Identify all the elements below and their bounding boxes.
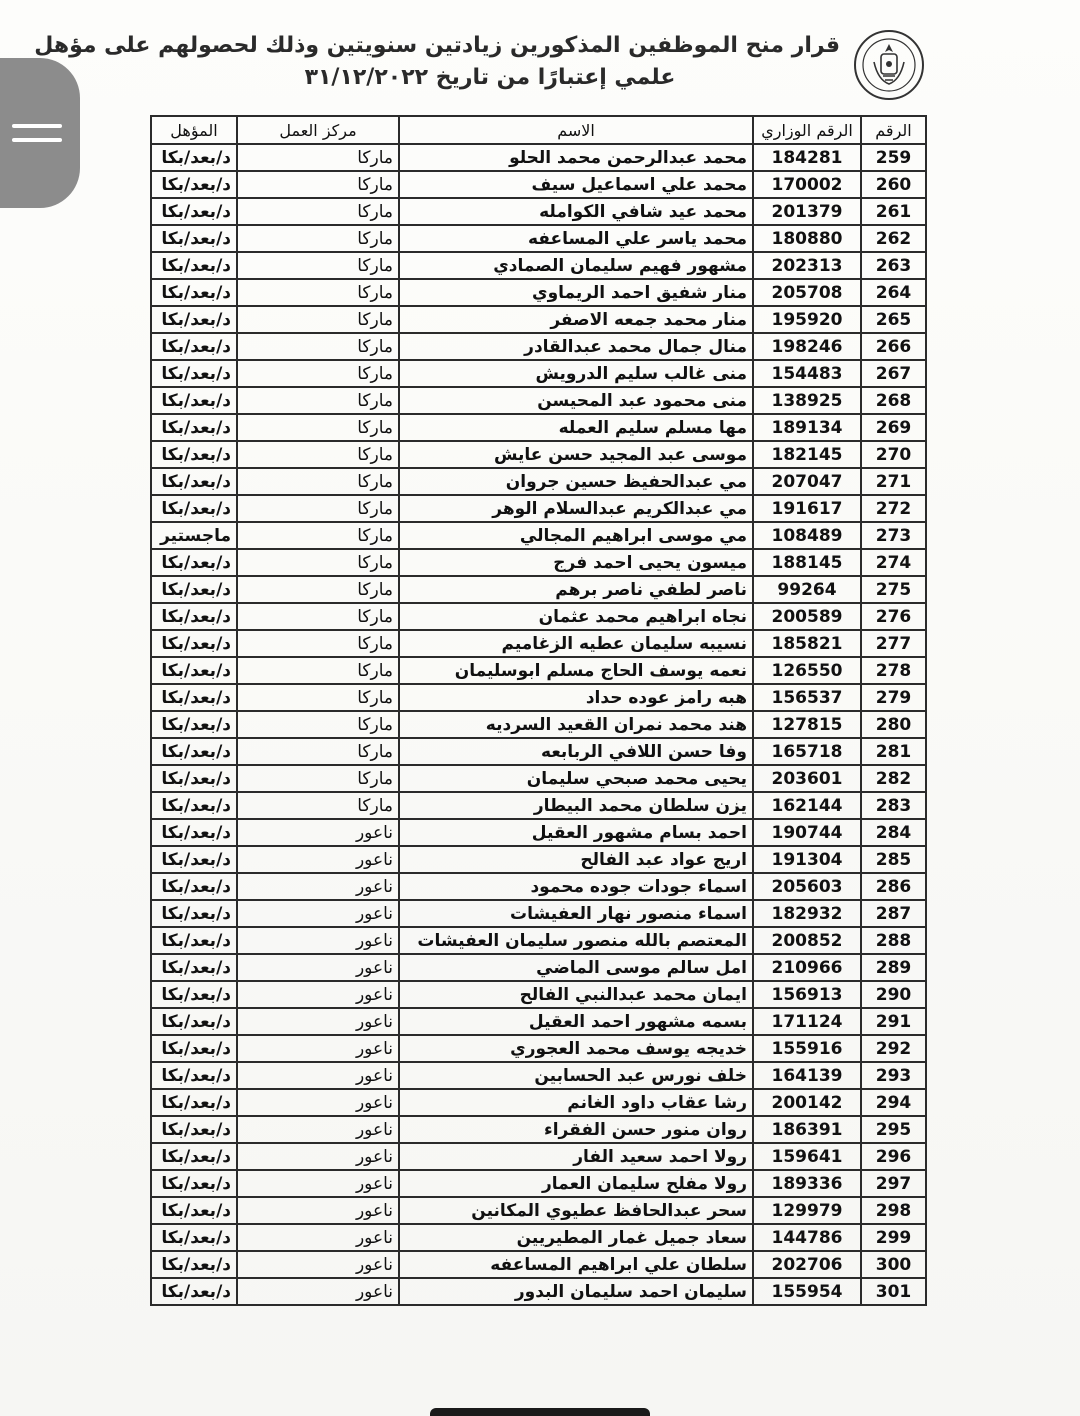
table-row — [151, 657, 926, 684]
work-center-cell: ماركا — [237, 657, 399, 684]
ministerial-id-cell: 188145 — [753, 549, 861, 576]
table-row — [151, 171, 926, 198]
table-row — [151, 873, 926, 900]
row-number-cell: 284 — [861, 819, 926, 846]
qualification-cell: د/بعد/بكا — [151, 927, 237, 954]
qualification-cell: د/بعد/بكا — [151, 1143, 237, 1170]
ministerial-id-cell: 200142 — [753, 1089, 861, 1116]
work-center-cell: ماركا — [237, 333, 399, 360]
table-row — [151, 846, 926, 873]
employee-name-cell: يحيى محمد صبحي سليمان — [399, 765, 753, 792]
employee-name-cell: رشا عقاب داود الغانم — [399, 1089, 753, 1116]
ministerial-id-cell: 190744 — [753, 819, 861, 846]
employee-name-cell: هبه رامز عوده حداد — [399, 684, 753, 711]
employee-name-cell: مي موسى ابراهيم المجالي — [399, 522, 753, 549]
work-center-cell: ناعور — [237, 1170, 399, 1197]
work-center-cell: ماركا — [237, 414, 399, 441]
table-row — [151, 765, 926, 792]
work-center-cell: ناعور — [237, 1008, 399, 1035]
qualification-cell: د/بعد/بكا — [151, 252, 237, 279]
employees-table — [150, 115, 927, 1306]
employee-name-cell: سليمان احمد سليمان البدور — [399, 1278, 753, 1305]
employee-name-cell: سحر عبدالحافظ عطيوي المكانين — [399, 1197, 753, 1224]
ministerial-id-cell: 162144 — [753, 792, 861, 819]
qualification-cell: د/بعد/بكا — [151, 1062, 237, 1089]
ministerial-id-cell: 156913 — [753, 981, 861, 1008]
ministerial-id-cell: 126550 — [753, 657, 861, 684]
employee-name-cell: مي عبدالحفيظ حسين جروان — [399, 468, 753, 495]
qualification-cell: د/بعد/بكا — [151, 1224, 237, 1251]
row-number-cell: 280 — [861, 711, 926, 738]
row-number-cell: 262 — [861, 225, 926, 252]
work-center-cell: ماركا — [237, 792, 399, 819]
row-number-cell: 290 — [861, 981, 926, 1008]
qualification-cell: د/بعد/بكا — [151, 1035, 237, 1062]
row-number-cell: 279 — [861, 684, 926, 711]
work-center-cell: ناعور — [237, 1116, 399, 1143]
ministry-emblem-icon — [852, 28, 926, 102]
ministerial-id-cell: 210966 — [753, 954, 861, 981]
table-row — [151, 414, 926, 441]
employee-name-cell: خلف نورس عبد الحسابين — [399, 1062, 753, 1089]
employee-name-cell: مها مسلم سليم العمله — [399, 414, 753, 441]
table-row — [151, 468, 926, 495]
row-number-cell: 285 — [861, 846, 926, 873]
table-row — [151, 306, 926, 333]
handle-line-icon — [12, 124, 62, 128]
row-number-cell: 294 — [861, 1089, 926, 1116]
table-row — [151, 387, 926, 414]
row-number-cell: 274 — [861, 549, 926, 576]
row-number-cell: 259 — [861, 144, 926, 171]
row-number-cell: 292 — [861, 1035, 926, 1062]
qualification-cell: د/بعد/بكا — [151, 171, 237, 198]
employee-name-cell: ايمان محمد عبدالنبي الفالح — [399, 981, 753, 1008]
ministerial-id-cell: 99264 — [753, 576, 861, 603]
work-center-cell: ماركا — [237, 198, 399, 225]
qualification-cell: د/بعد/بكا — [151, 495, 237, 522]
table-row — [151, 954, 926, 981]
ministerial-id-cell: 171124 — [753, 1008, 861, 1035]
work-center-cell: ماركا — [237, 684, 399, 711]
ministerial-id-cell: 127815 — [753, 711, 861, 738]
qualification-cell: د/بعد/بكا — [151, 738, 237, 765]
qualification-cell: د/بعد/بكا — [151, 1008, 237, 1035]
table-header-row — [151, 116, 926, 144]
row-number-cell: 277 — [861, 630, 926, 657]
work-center-cell: ناعور — [237, 1143, 399, 1170]
table-row — [151, 1062, 926, 1089]
table-row — [151, 1116, 926, 1143]
row-number-cell: 269 — [861, 414, 926, 441]
work-center-cell: ناعور — [237, 927, 399, 954]
work-center-cell: ماركا — [237, 603, 399, 630]
header-line-2: علمي إعتبارًا من تاريخ ٣١/١٢/٢٠٢٢ — [304, 65, 676, 90]
header-name: الاسم — [399, 116, 753, 144]
ministerial-id-cell: 182932 — [753, 900, 861, 927]
row-number-cell: 271 — [861, 468, 926, 495]
table-row — [151, 1278, 926, 1305]
work-center-cell: ناعور — [237, 1062, 399, 1089]
ministerial-id-cell: 108489 — [753, 522, 861, 549]
table-row — [151, 819, 926, 846]
table-row — [151, 1224, 926, 1251]
table-row — [151, 738, 926, 765]
work-center-cell: ماركا — [237, 225, 399, 252]
ministerial-id-cell: 205603 — [753, 873, 861, 900]
employee-name-cell: منى محمود عبد المحيسن — [399, 387, 753, 414]
employee-name-cell: رولا مفلح سليمان العمار — [399, 1170, 753, 1197]
employee-name-cell: ميسون يحيى احمد فرج — [399, 549, 753, 576]
work-center-cell: ماركا — [237, 576, 399, 603]
work-center-cell: ناعور — [237, 1089, 399, 1116]
work-center-cell: ناعور — [237, 1197, 399, 1224]
work-center-cell: ماركا — [237, 738, 399, 765]
ministerial-id-cell: 129979 — [753, 1197, 861, 1224]
row-number-cell: 291 — [861, 1008, 926, 1035]
employee-name-cell: بسمه مشهور احمد العقيل — [399, 1008, 753, 1035]
qualification-cell: د/بعد/بكا — [151, 306, 237, 333]
employee-name-cell: المعتصم بالله منصور سليمان العفيشات — [399, 927, 753, 954]
row-number-cell: 264 — [861, 279, 926, 306]
qualification-cell: د/بعد/بكا — [151, 576, 237, 603]
qualification-cell: د/بعد/بكا — [151, 468, 237, 495]
ministerial-id-cell: 203601 — [753, 765, 861, 792]
ministerial-id-cell: 184281 — [753, 144, 861, 171]
table-row — [151, 1170, 926, 1197]
qualification-cell: د/بعد/بكا — [151, 846, 237, 873]
work-center-cell: ناعور — [237, 1224, 399, 1251]
employee-name-cell: منى غالب سليم الدرويش — [399, 360, 753, 387]
ministerial-id-cell: 138925 — [753, 387, 861, 414]
qualification-cell: د/بعد/بكا — [151, 954, 237, 981]
side-panel-handle[interactable] — [0, 58, 80, 208]
row-number-cell: 281 — [861, 738, 926, 765]
qualification-cell: د/بعد/بكا — [151, 441, 237, 468]
row-number-cell: 265 — [861, 306, 926, 333]
employee-name-cell: روان منور حسن الفقراء — [399, 1116, 753, 1143]
ministerial-id-cell: 205708 — [753, 279, 861, 306]
table-row — [151, 225, 926, 252]
table-row — [151, 603, 926, 630]
employee-name-cell: احمد بسام مشهور العقيل — [399, 819, 753, 846]
home-indicator[interactable] — [430, 1408, 650, 1416]
work-center-cell: ماركا — [237, 144, 399, 171]
row-number-cell: 300 — [861, 1251, 926, 1278]
header-num: الرقم — [861, 116, 926, 144]
header-ministerial-id: الرقم الوزاري — [753, 116, 861, 144]
qualification-cell: د/بعد/بكا — [151, 225, 237, 252]
row-number-cell: 286 — [861, 873, 926, 900]
row-number-cell: 272 — [861, 495, 926, 522]
ministerial-id-cell: 189336 — [753, 1170, 861, 1197]
table-row — [151, 333, 926, 360]
employee-name-cell: منار محمد جمعه الاصفر — [399, 306, 753, 333]
qualification-cell: د/بعد/بكا — [151, 1170, 237, 1197]
work-center-cell: ماركا — [237, 522, 399, 549]
ministerial-id-cell: 144786 — [753, 1224, 861, 1251]
row-number-cell: 260 — [861, 171, 926, 198]
work-center-cell: ناعور — [237, 846, 399, 873]
work-center-cell: ماركا — [237, 468, 399, 495]
table-row — [151, 1008, 926, 1035]
employee-name-cell: اسماء منصور نهار العفيشات — [399, 900, 753, 927]
row-number-cell: 263 — [861, 252, 926, 279]
ministerial-id-cell: 202313 — [753, 252, 861, 279]
work-center-cell: ناعور — [237, 1251, 399, 1278]
work-center-cell: ماركا — [237, 252, 399, 279]
employee-name-cell: محمد عبدالرحمن محمد الحلو — [399, 144, 753, 171]
ministerial-id-cell: 165718 — [753, 738, 861, 765]
row-number-cell: 278 — [861, 657, 926, 684]
qualification-cell: د/بعد/بكا — [151, 414, 237, 441]
work-center-cell: ماركا — [237, 360, 399, 387]
ministerial-id-cell: 207047 — [753, 468, 861, 495]
row-number-cell: 293 — [861, 1062, 926, 1089]
table-row — [151, 1143, 926, 1170]
employee-name-cell: خديجه يوسف محمد العجوري — [399, 1035, 753, 1062]
qualification-cell: د/بعد/بكا — [151, 1089, 237, 1116]
row-number-cell: 287 — [861, 900, 926, 927]
ministerial-id-cell: 180880 — [753, 225, 861, 252]
employee-name-cell: اريج عواد عبد الفالح — [399, 846, 753, 873]
qualification-cell: د/بعد/بكا — [151, 657, 237, 684]
table-row — [151, 360, 926, 387]
row-number-cell: 270 — [861, 441, 926, 468]
qualification-cell: د/بعد/بكا — [151, 819, 237, 846]
ministerial-id-cell: 182145 — [753, 441, 861, 468]
row-number-cell: 268 — [861, 387, 926, 414]
ministerial-id-cell: 185821 — [753, 630, 861, 657]
ministerial-id-cell: 191304 — [753, 846, 861, 873]
ministerial-id-cell: 164139 — [753, 1062, 861, 1089]
ministerial-id-cell: 201379 — [753, 198, 861, 225]
qualification-cell: د/بعد/بكا — [151, 900, 237, 927]
qualification-cell: د/بعد/بكا — [151, 144, 237, 171]
work-center-cell: ماركا — [237, 765, 399, 792]
header-qualification: المؤهل — [151, 116, 237, 144]
row-number-cell: 289 — [861, 954, 926, 981]
row-number-cell: 261 — [861, 198, 926, 225]
ministerial-id-cell: 189134 — [753, 414, 861, 441]
table-row — [151, 576, 926, 603]
qualification-cell: د/بعد/بكا — [151, 684, 237, 711]
row-number-cell: 299 — [861, 1224, 926, 1251]
qualification-cell: د/بعد/بكا — [151, 765, 237, 792]
header-work-center: مركز العمل — [237, 116, 399, 144]
ministerial-id-cell: 191617 — [753, 495, 861, 522]
qualification-cell: د/بعد/بكا — [151, 873, 237, 900]
table-row — [151, 144, 926, 171]
qualification-cell: د/بعد/بكا — [151, 630, 237, 657]
ministerial-id-cell: 198246 — [753, 333, 861, 360]
employee-name-cell: مي عبدالكريم عبدالسلام الوهر — [399, 495, 753, 522]
table-row — [151, 927, 926, 954]
work-center-cell: ماركا — [237, 495, 399, 522]
table-row — [151, 1197, 926, 1224]
row-number-cell: 266 — [861, 333, 926, 360]
row-number-cell: 273 — [861, 522, 926, 549]
employee-name-cell: اسماء جودات جوده محمود — [399, 873, 753, 900]
ministerial-id-cell: 156537 — [753, 684, 861, 711]
qualification-cell: د/بعد/بكا — [151, 333, 237, 360]
ministerial-id-cell: 170002 — [753, 171, 861, 198]
table-row — [151, 630, 926, 657]
employee-name-cell: سعاد جميل غمار المطيريين — [399, 1224, 753, 1251]
qualification-cell: د/بعد/بكا — [151, 981, 237, 1008]
row-number-cell: 295 — [861, 1116, 926, 1143]
qualification-cell: ماجستير — [151, 522, 237, 549]
table-row — [151, 441, 926, 468]
work-center-cell: ماركا — [237, 279, 399, 306]
table-row — [151, 198, 926, 225]
employee-name-cell: نجاه ابراهيم محمد عثمان — [399, 603, 753, 630]
employee-name-cell: منار شفيق احمد الريماوي — [399, 279, 753, 306]
work-center-cell: ناعور — [237, 954, 399, 981]
table-row — [151, 981, 926, 1008]
row-number-cell: 283 — [861, 792, 926, 819]
employee-name-cell: محمد عيد شافي الكوامله — [399, 198, 753, 225]
work-center-cell: ماركا — [237, 306, 399, 333]
work-center-cell: ماركا — [237, 549, 399, 576]
employee-name-cell: هند محمد نمران القعيد السرديه — [399, 711, 753, 738]
employee-name-cell: مشهور فهيم سليمان الصمادي — [399, 252, 753, 279]
row-number-cell: 276 — [861, 603, 926, 630]
employee-name-cell: نسيبه سليمان عطيه الزغاميم — [399, 630, 753, 657]
work-center-cell: ماركا — [237, 171, 399, 198]
row-number-cell: 282 — [861, 765, 926, 792]
table-row — [151, 279, 926, 306]
employee-name-cell: موسى عبد المجيد حسن عايش — [399, 441, 753, 468]
work-center-cell: ماركا — [237, 630, 399, 657]
ministerial-id-cell: 155954 — [753, 1278, 861, 1305]
row-number-cell: 275 — [861, 576, 926, 603]
employee-name-cell: يزن سلطان محمد البيطار — [399, 792, 753, 819]
table-row — [151, 711, 926, 738]
ministerial-id-cell: 155916 — [753, 1035, 861, 1062]
handle-line-icon — [12, 138, 62, 142]
row-number-cell: 301 — [861, 1278, 926, 1305]
qualification-cell: د/بعد/بكا — [151, 360, 237, 387]
work-center-cell: ناعور — [237, 819, 399, 846]
qualification-cell: د/بعد/بكا — [151, 1251, 237, 1278]
qualification-cell: د/بعد/بكا — [151, 1116, 237, 1143]
employee-name-cell: ناصر لطفي ناصر برهم — [399, 576, 753, 603]
document-header — [34, 30, 840, 94]
ministerial-id-cell: 195920 — [753, 306, 861, 333]
qualification-cell: د/بعد/بكا — [151, 198, 237, 225]
ministerial-id-cell: 202706 — [753, 1251, 861, 1278]
table-row — [151, 522, 926, 549]
qualification-cell: د/بعد/بكا — [151, 1197, 237, 1224]
qualification-cell: د/بعد/بكا — [151, 711, 237, 738]
table-row — [151, 684, 926, 711]
ministerial-id-cell: 159641 — [753, 1143, 861, 1170]
header-line-1: قرار منح الموظفين المذكورين زيادتين سنويتين وذلك لحصولهم على مؤهل — [34, 33, 840, 58]
work-center-cell: ماركا — [237, 441, 399, 468]
ministerial-id-cell: 186391 — [753, 1116, 861, 1143]
table-row — [151, 792, 926, 819]
row-number-cell: 297 — [861, 1170, 926, 1197]
work-center-cell: ماركا — [237, 711, 399, 738]
qualification-cell: د/بعد/بكا — [151, 603, 237, 630]
work-center-cell: ناعور — [237, 873, 399, 900]
employee-name-cell: رولا احمد سعيد الفار — [399, 1143, 753, 1170]
employee-name-cell: محمد علي اسماعيل سيف — [399, 171, 753, 198]
row-number-cell: 298 — [861, 1197, 926, 1224]
table-row — [151, 900, 926, 927]
employee-name-cell: سلطان علي ابراهيم المساعفه — [399, 1251, 753, 1278]
employee-name-cell: نعمه يوسف الحاج مسلم ابوسليمان — [399, 657, 753, 684]
row-number-cell: 267 — [861, 360, 926, 387]
qualification-cell: د/بعد/بكا — [151, 1278, 237, 1305]
employee-name-cell: امل سالم موسى الماضي — [399, 954, 753, 981]
row-number-cell: 296 — [861, 1143, 926, 1170]
row-number-cell: 288 — [861, 927, 926, 954]
table-row — [151, 495, 926, 522]
table-row — [151, 549, 926, 576]
qualification-cell: د/بعد/بكا — [151, 279, 237, 306]
work-center-cell: ناعور — [237, 1278, 399, 1305]
table-row — [151, 1251, 926, 1278]
qualification-cell: د/بعد/بكا — [151, 549, 237, 576]
table-row — [151, 1035, 926, 1062]
table-row — [151, 1089, 926, 1116]
qualification-cell: د/بعد/بكا — [151, 792, 237, 819]
work-center-cell: ماركا — [237, 387, 399, 414]
employee-name-cell: منال جمال محمد عبدالقادر — [399, 333, 753, 360]
work-center-cell: ناعور — [237, 981, 399, 1008]
table-row — [151, 252, 926, 279]
employee-name-cell: وفا حسن اللافي الربابعه — [399, 738, 753, 765]
employee-name-cell: محمد ياسر علي المساعفه — [399, 225, 753, 252]
ministerial-id-cell: 200852 — [753, 927, 861, 954]
work-center-cell: ناعور — [237, 1035, 399, 1062]
work-center-cell: ناعور — [237, 900, 399, 927]
qualification-cell: د/بعد/بكا — [151, 387, 237, 414]
ministerial-id-cell: 154483 — [753, 360, 861, 387]
ministerial-id-cell: 200589 — [753, 603, 861, 630]
